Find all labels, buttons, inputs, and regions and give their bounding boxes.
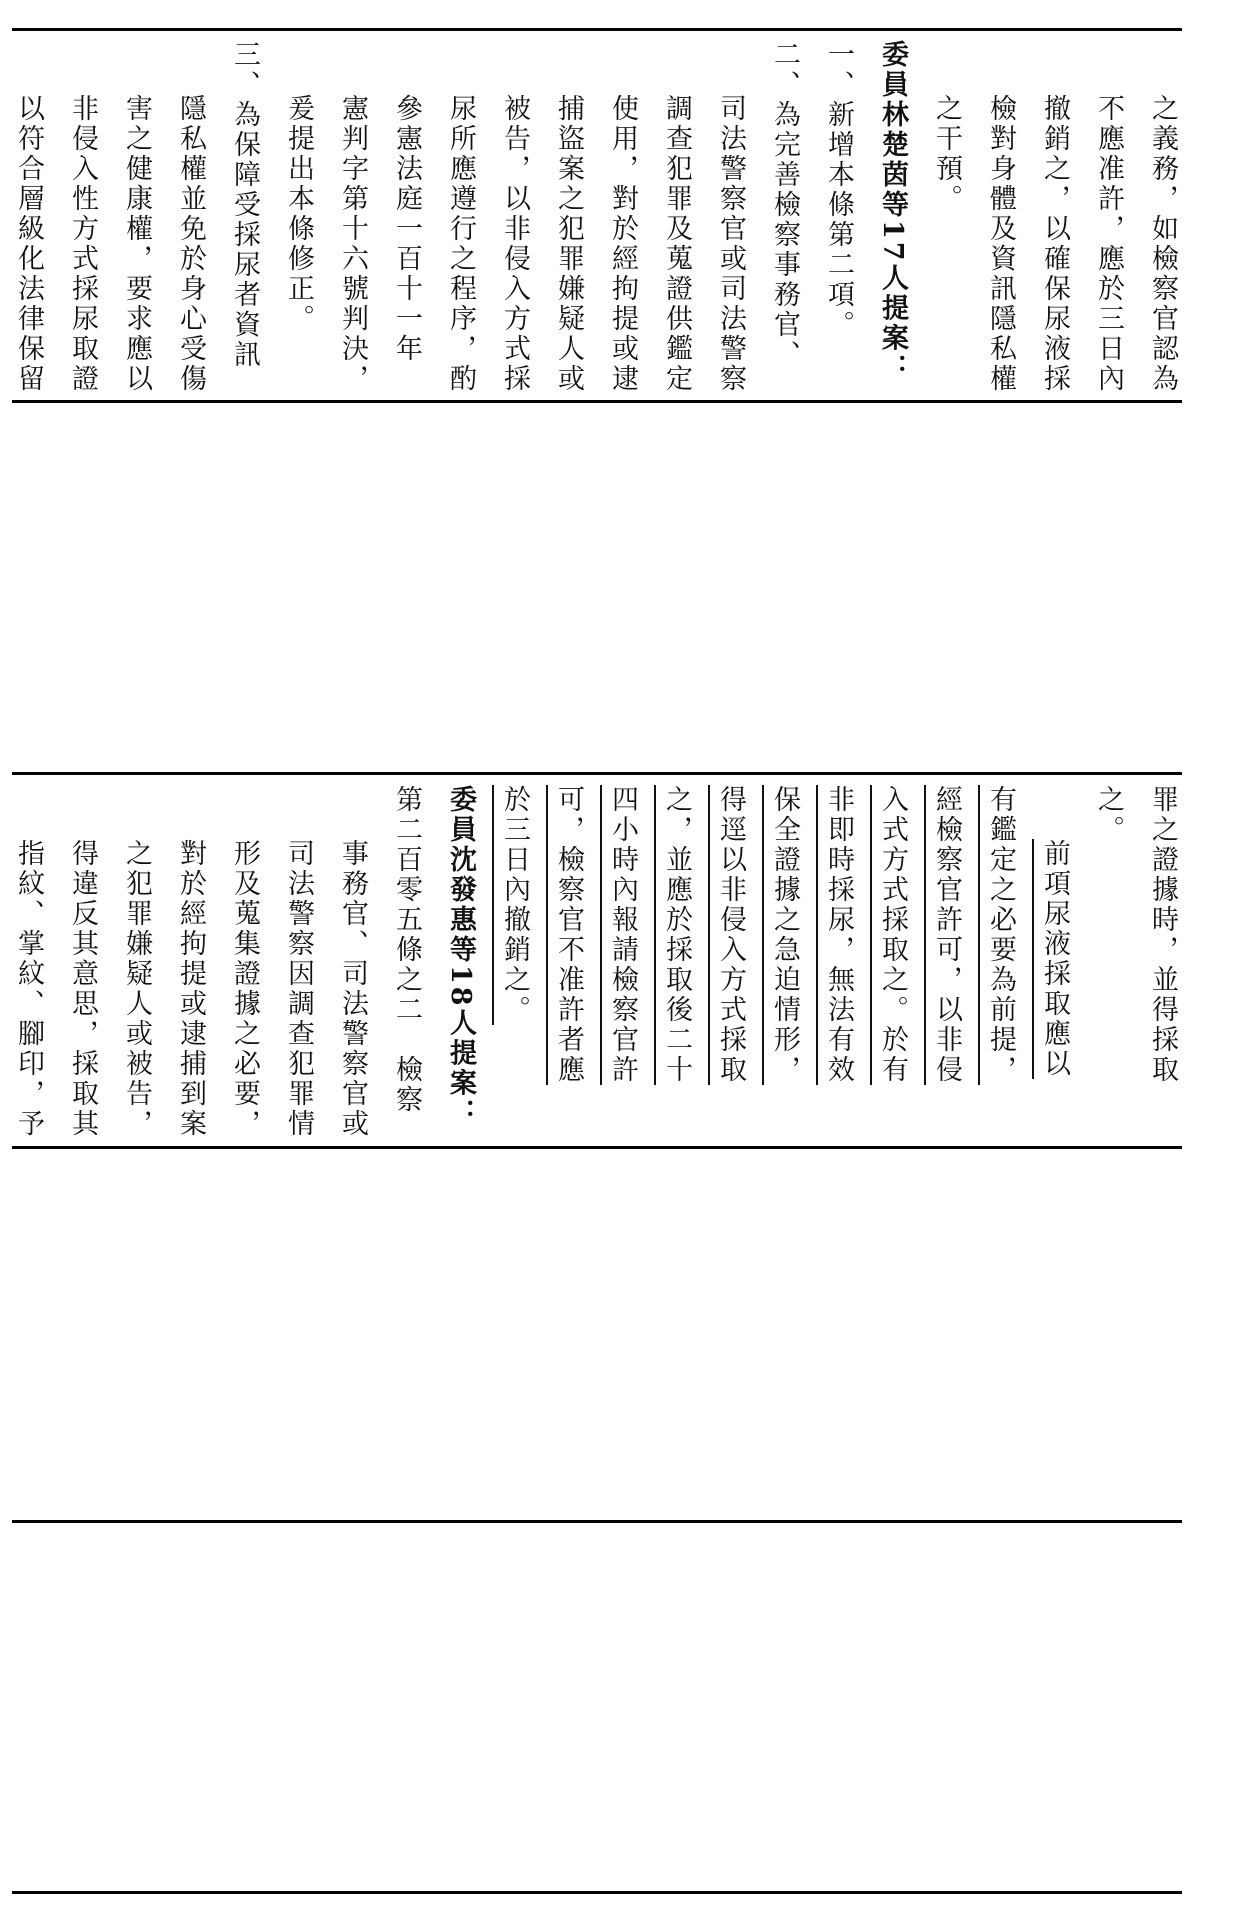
vertical-text-top xyxy=(1,40,1189,394)
middle-panel-line: 司法警察因調查犯罪情 xyxy=(283,839,314,1139)
middle-panel-line: 非即時採尿，無法有效 xyxy=(823,785,854,1085)
middle-panel-line: 事務官、司法警察官或 xyxy=(337,839,368,1139)
middle-panel-line: 經檢察官許可，以非侵 xyxy=(931,785,962,1085)
top-panel-line: 一、新增本條第二項。 xyxy=(823,40,854,340)
top-panel-line: 三、為保障受採尿者資訊 xyxy=(229,40,260,370)
top-panel-line: 之義務，如檢察官認為 xyxy=(1147,94,1178,394)
middle-panel-line: 委員沈發惠等18人提案： xyxy=(445,785,476,1129)
top-panel-line: 以符合層級化法律保留 xyxy=(13,94,44,394)
rule-center xyxy=(12,772,1182,775)
middle-panel-line: 指紋、掌紋、腳印，予 xyxy=(13,839,44,1139)
text-panel-middle xyxy=(1,785,1189,1137)
top-panel-line: 害之健康權，要求應以 xyxy=(121,94,152,394)
top-panel-line: 使用，對於經拘提或逮 xyxy=(607,94,638,394)
middle-panel-line: 四小時內報請檢察官許 xyxy=(607,785,638,1085)
middle-panel-line: 之犯罪嫌疑人或被告， xyxy=(121,839,152,1139)
middle-panel-line: 前項尿液採取應以 xyxy=(1039,839,1070,1079)
top-panel-line: 委員林楚茵等17人提案： xyxy=(877,40,908,384)
blank-region-upper xyxy=(12,404,1182,770)
blank-region-bottom xyxy=(12,1524,1182,1889)
top-panel-line: 被告，以非侵入方式採 xyxy=(499,94,530,394)
top-panel-line: 參憲法庭一百十一年 xyxy=(391,94,422,364)
vertical-text-middle xyxy=(1,785,1189,1137)
rule-top xyxy=(12,28,1182,31)
middle-panel-line: 得逕以非侵入方式採取 xyxy=(715,785,746,1085)
top-panel-line: 二、為完善檢察事務官、 xyxy=(769,40,800,370)
blank-region-lower xyxy=(12,1150,1182,1518)
top-panel-line: 非侵入性方式採尿取證 xyxy=(67,94,98,394)
middle-panel-line: 入式方式採取之。於有 xyxy=(877,785,908,1085)
middle-panel-line: 可，檢察官不准許者應 xyxy=(553,785,584,1085)
rule-upper-mid xyxy=(12,400,1182,403)
top-panel-line: 撤銷之，以確保尿液採 xyxy=(1039,94,1070,394)
middle-panel-line: 有鑑定之必要為前提， xyxy=(985,785,1016,1085)
middle-panel-line: 對於經拘提或逮捕到案 xyxy=(175,839,206,1139)
middle-panel-line: 第二百零五條之二 檢察 xyxy=(391,785,422,1115)
text-panel-top xyxy=(1,40,1189,394)
top-panel-line: 憲判字第十六號判決， xyxy=(337,94,368,394)
rule-lower-mid xyxy=(12,1146,1182,1149)
middle-panel-line: 之。 xyxy=(1093,785,1124,845)
middle-panel-line: 得違反其意思，採取其 xyxy=(67,839,98,1139)
top-panel-line: 不應准許，應於三日內 xyxy=(1093,94,1124,394)
middle-panel-line: 保全證據之急迫情形， xyxy=(769,785,800,1085)
rule-lower xyxy=(12,1520,1182,1523)
top-panel-line: 司法警察官或司法警察 xyxy=(715,94,746,394)
top-panel-line: 之干預。 xyxy=(931,94,962,214)
middle-panel-line: 形及蒐集證據之必要， xyxy=(229,839,260,1139)
top-panel-line: 尿所應遵行之程序，酌 xyxy=(445,94,476,394)
middle-panel-line: 之，並應於採取後二十 xyxy=(661,785,692,1085)
middle-panel-line: 於三日內撤銷之。 xyxy=(499,785,530,1025)
top-panel-line: 爰提出本條修正。 xyxy=(283,94,314,334)
top-panel-line: 檢對身體及資訊隱私權 xyxy=(985,94,1016,394)
middle-panel-line: 罪之證據時，並得採取 xyxy=(1147,785,1178,1085)
top-panel-line: 隱私權並免於身心受傷 xyxy=(175,94,206,394)
top-panel-line: 調查犯罪及蒐證供鑑定 xyxy=(661,94,692,394)
rule-bottom xyxy=(12,1891,1182,1894)
top-panel-line: 捕盜案之犯罪嫌疑人或 xyxy=(553,94,584,394)
